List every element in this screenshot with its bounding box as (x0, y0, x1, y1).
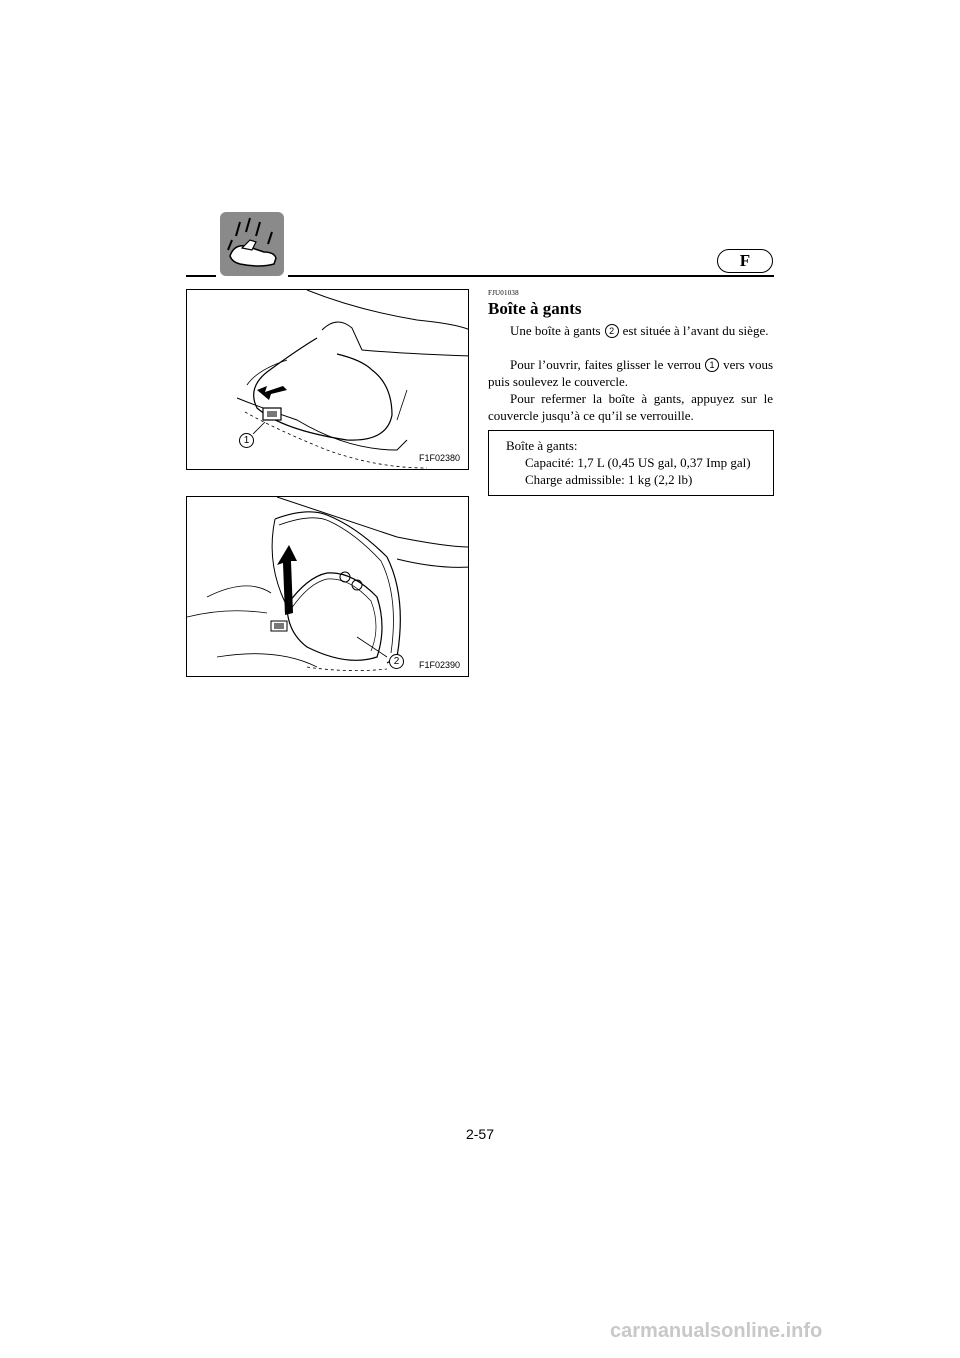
figure-code: F1F02390 (418, 660, 460, 670)
figure-glove-box-closed (186, 289, 469, 470)
text: Une boîte à gants (510, 323, 601, 338)
page-number: 2-57 (465, 1126, 495, 1142)
reference-code: FJU01038 (488, 289, 519, 297)
header-rule (186, 275, 216, 277)
callout-1: 1 (239, 433, 254, 448)
glove-box-closed-illustration (187, 290, 469, 470)
figure-code: F1F02380 (418, 453, 460, 463)
callout-ref-2: 2 (605, 324, 619, 338)
spec-title: Boîte à gants: (506, 438, 578, 453)
language-badge: F (717, 249, 773, 273)
section-title: Boîte à gants (488, 299, 582, 318)
glove-box-open-illustration (187, 497, 469, 677)
paragraph-location (488, 322, 773, 339)
spec-box (488, 430, 774, 496)
paragraph-closing: Pour refermer la boîte à gants, appuyez sur le couvercle jusqu’à ce qu’il se verrouille. (488, 391, 773, 423)
text: vers vous puis soulevez le couvercle. (488, 357, 774, 389)
callout-2: 2 (389, 654, 404, 669)
paragraph-opening (488, 356, 773, 390)
header-rule (288, 275, 774, 277)
watermark: carmanualsonline.info (610, 1320, 823, 1342)
watercraft-icon (220, 212, 284, 276)
text: Pour l’ouvrir, faites glisser le verrou (510, 357, 702, 372)
callout-ref-1: 1 (705, 358, 719, 372)
spec-capacity: Capacité: 1,7 L (0,45 US gal, 0,37 Imp gal) (525, 455, 751, 470)
figure-glove-box-open (186, 496, 469, 677)
text: est située à l’avant du siège. (622, 323, 769, 338)
spec-load: Charge admissible: 1 kg (2,2 lb) (525, 472, 693, 487)
